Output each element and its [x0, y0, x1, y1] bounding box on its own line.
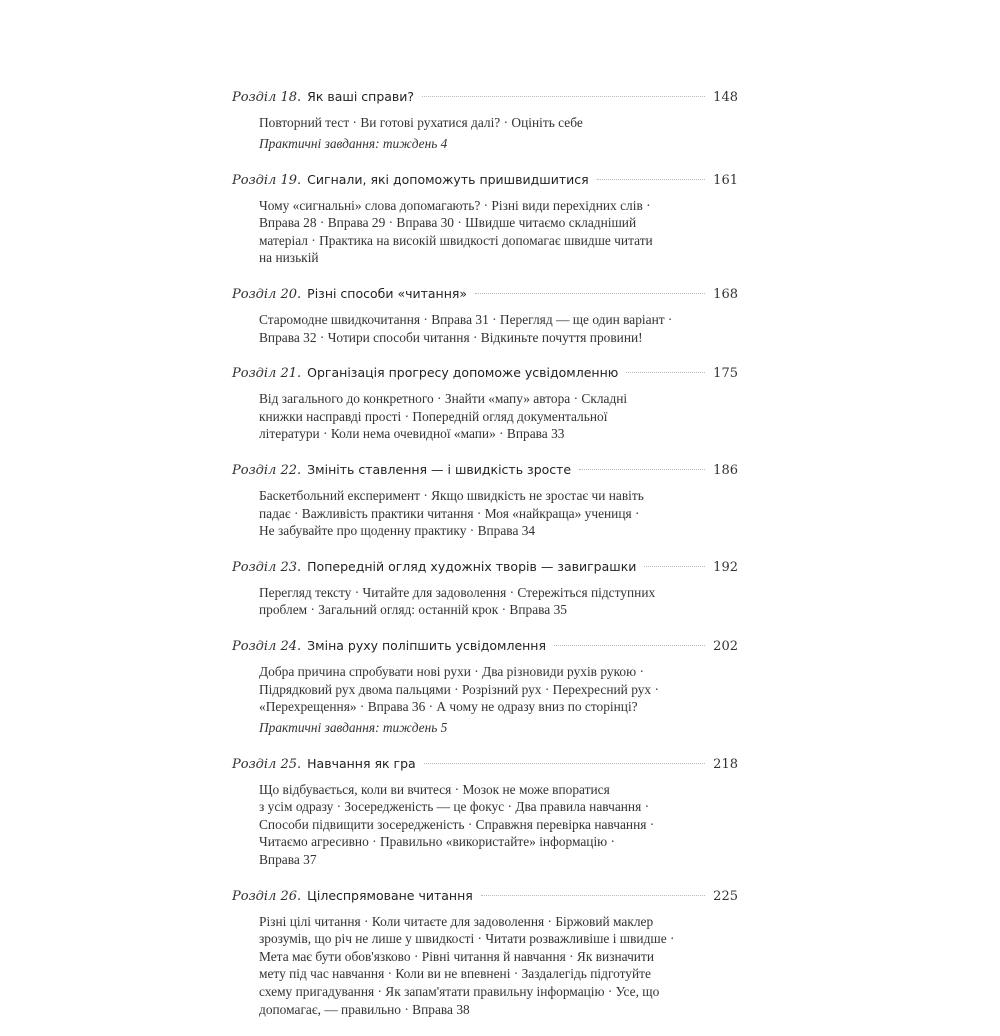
- toc-chapter: [232, 461, 738, 540]
- chapter-topics: [232, 913, 738, 1019]
- toc-chapter: [232, 558, 738, 619]
- page-number: 186: [713, 462, 738, 478]
- topic-line: книжки насправді прості · Попередній огляд документальної: [259, 408, 608, 424]
- page-number: 218: [713, 756, 738, 772]
- chapter-number: Розділ 18.: [232, 90, 302, 105]
- chapter-title: Попередній огляд художніх творів — завиграшки: [307, 558, 637, 574]
- chapter-title: Організація прогресу допоможе усвідомленню: [307, 365, 619, 381]
- chapter-number: Розділ 25.: [232, 756, 302, 772]
- chapter-topics: [232, 114, 738, 132]
- topic-line: Вправа 37: [259, 852, 317, 868]
- topic-line: мету під час навчання · Коли ви не впевнені · Заздалегідь підготуйте: [259, 966, 651, 982]
- chapter-number: Розділ 20.: [232, 286, 302, 302]
- chapter-title: Як ваші справи?: [307, 89, 415, 104]
- chapter-number: Розділ 24.: [232, 638, 302, 654]
- chapter-heading: [232, 637, 738, 656]
- toc-chapter: [232, 637, 738, 737]
- practical-tasks-note: Практичні завдання: тиждень 4: [259, 135, 448, 151]
- topic-line: схему пригадування · Як запам'ятати правильну інформацію · Усе, що: [259, 984, 660, 1000]
- topic-line: проблем · Загальний огляд: останній крок · Вправа 35: [259, 602, 567, 618]
- topic-line: Вправа 32 · Чотири способи читання · Відкиньте почуття провини!: [259, 329, 643, 345]
- chapter-topics: [232, 487, 738, 540]
- topic-line: матеріал · Практика на високій швидкості допомагає швидше читати: [259, 232, 653, 248]
- topic-line: Перегляд тексту · Читайте для задоволення · Стережіться підступних: [259, 584, 656, 600]
- chapter-title: Зміна руху поліпшить усвідомлення: [307, 637, 546, 653]
- dot-leader: [424, 763, 706, 764]
- topic-line: «Перехрещення» · Вправа 36 · А чому не одразу вниз по сторінці?: [259, 699, 638, 715]
- topic-line: Старомодне швидкочитання · Вправа 31 · Перегляд — ще один варіант ·: [259, 311, 673, 327]
- topic-line: Підрядковий рух двома пальцями · Розрізний рух · Перехресний рух ·: [259, 681, 659, 697]
- page-number: 148: [713, 90, 738, 105]
- chapter-heading: [232, 887, 738, 906]
- dot-leader: [626, 372, 705, 373]
- chapter-topics: [232, 584, 738, 619]
- dot-leader: [597, 179, 706, 180]
- toc-chapter: [232, 755, 738, 869]
- chapter-heading: [232, 285, 738, 304]
- dot-leader: [422, 96, 705, 97]
- page-number: 192: [713, 559, 738, 575]
- chapter-number: Розділ 21.: [232, 366, 302, 382]
- chapter-title: Змініть ставлення — і швидкість зросте: [307, 461, 572, 477]
- topic-line: з усім одразу · Зосередженість — це фокус · Два правила навчання ·: [259, 799, 650, 815]
- topic-line: Добра причина спробувати нові рухи · Два різновиди рухів рукою ·: [259, 663, 644, 679]
- toc-chapter: [232, 285, 738, 346]
- chapter-heading: [232, 88, 738, 107]
- topic-line: Способи підвищити зосередженість · Справжня перевірка навчання ·: [259, 816, 655, 832]
- topic-line: допомагає, — правильно · Вправа 38: [259, 1001, 470, 1017]
- dot-leader: [644, 566, 705, 567]
- chapter-number: Розділ 23.: [232, 559, 302, 575]
- chapter-title: Сигнали, які допоможуть пришвидшитися: [307, 171, 589, 187]
- chapter-number: Розділ 22.: [232, 462, 302, 478]
- chapter-number: Розділ 19.: [232, 172, 302, 188]
- chapter-topics: [232, 390, 738, 443]
- page-number: 225: [713, 888, 738, 904]
- chapter-heading: [232, 171, 738, 190]
- dot-leader: [475, 293, 705, 294]
- chapter-topics: [232, 663, 738, 716]
- page-number: 161: [713, 172, 738, 188]
- chapter-heading: [232, 364, 738, 383]
- chapter-heading: [232, 461, 738, 480]
- chapter-title: Різні способи «читання»: [307, 285, 468, 301]
- table-of-contents: [232, 88, 738, 1036]
- chapter-title: Цілеспрямоване читання: [307, 887, 473, 903]
- chapter-topics: [232, 781, 738, 869]
- chapter-number: Розділ 26.: [232, 888, 302, 904]
- topic-line: падає · Важливість практики читання · Моя «найкраща» учениця ·: [259, 505, 640, 521]
- toc-chapter: [232, 887, 738, 1019]
- topic-line: зрозумів, що річ не лише у швидкості · Читати розважливіше і швидше ·: [259, 931, 675, 947]
- topic-line: Від загального до конкретного · Знайти «мапу» автора · Складні: [259, 391, 628, 407]
- chapter-heading: [232, 558, 738, 577]
- topic-line: на низькій: [259, 250, 319, 266]
- page-number: 168: [713, 286, 738, 302]
- topic-line: Що відбувається, коли ви вчитеся · Мозок не може впоратися: [259, 781, 610, 797]
- topic-line: Повторний тест · Ви готові рухатися далі? · Оцініть себе: [259, 115, 583, 130]
- practical-tasks-note: Практичні завдання: тиждень 5: [259, 719, 448, 735]
- chapter-topics: [232, 197, 738, 267]
- toc-chapter: [232, 88, 738, 153]
- topic-line: Мета має бути обов'язково · Рівні читання й навчання · Як визначити: [259, 948, 654, 964]
- toc-chapter: [232, 171, 738, 267]
- topic-line: Не забувайте про щоденну практику · Вправа 34: [259, 523, 536, 539]
- chapter-heading: [232, 755, 738, 774]
- topic-line: Різні цілі читання · Коли читаєте для задоволення · Біржовий маклер: [259, 913, 654, 929]
- chapter-title: Навчання як гра: [307, 755, 416, 771]
- page-number: 175: [713, 366, 738, 382]
- dot-leader: [579, 469, 705, 470]
- dot-leader: [481, 895, 705, 896]
- topic-line: літератури · Коли нема очевидної «мапи» · Вправа 33: [259, 426, 565, 442]
- page-number: 202: [713, 638, 738, 654]
- dot-leader: [554, 645, 705, 646]
- topic-line: Вправа 28 · Вправа 29 · Вправа 30 · Швидше читаємо складніший: [259, 215, 637, 231]
- chapter-topics: [232, 311, 738, 346]
- toc-chapter: [232, 364, 738, 443]
- topic-line: Чому «сигнальні» слова допомагають? · Різні види перехідних слів ·: [259, 197, 651, 213]
- topic-line: Баскетбольний експеримент · Якщо швидкість не зростає чи навіть: [259, 487, 644, 503]
- topic-line: Читаємо агресивно · Правильно «використайте» інформацію ·: [259, 834, 615, 850]
